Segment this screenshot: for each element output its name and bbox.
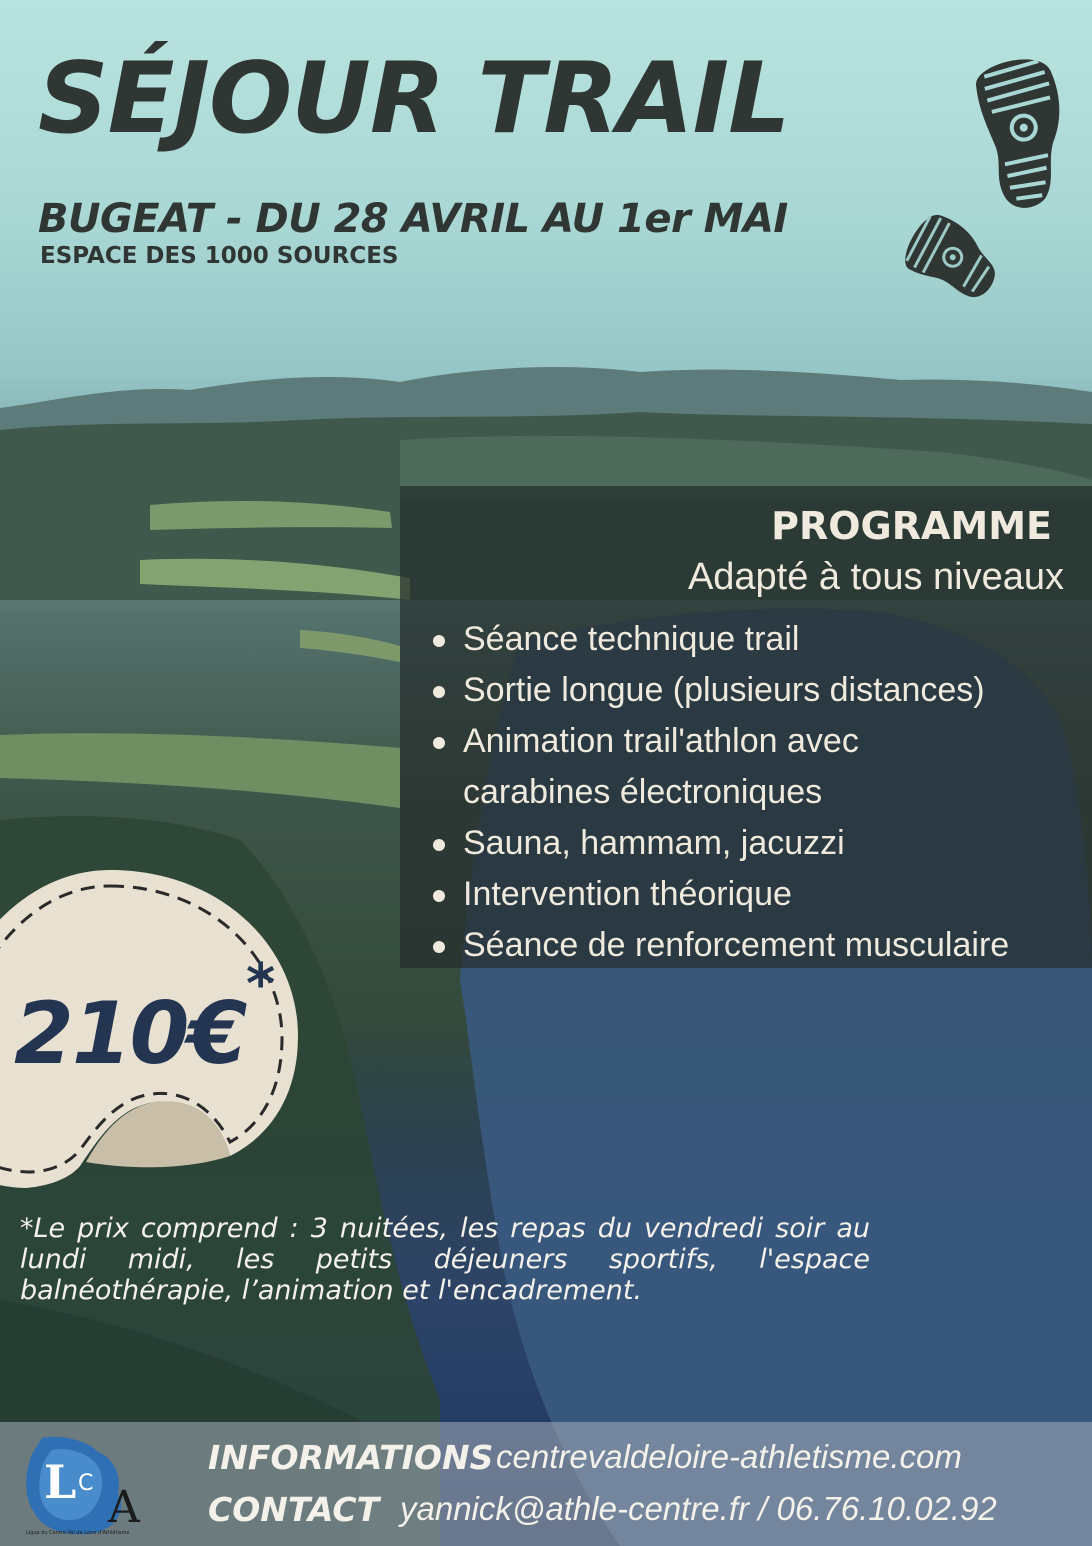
programme-list [430, 614, 1092, 971]
contact-email-phone[interactable]: yannick@athle-centre.fr / 06.76.10.02.92 [400, 1490, 997, 1527]
footer-bar [0, 1422, 1092, 1546]
shoe-print-icon [966, 48, 1078, 210]
list-item: Sauna, hammam, jacuzzi [430, 818, 1092, 869]
contact-label: CONTACT [208, 1490, 380, 1529]
list-item: Intervention théorique [430, 869, 1092, 920]
informations-label: INFORMATIONS [208, 1438, 494, 1477]
logo-caption: Ligue du Centre-Val de Loire d'Athlétisme [26, 1530, 130, 1536]
logo-letter-l: L [44, 1455, 77, 1509]
dates-subtitle: BUGEAT - DU 28 AVRIL AU 1er MAI [38, 196, 788, 242]
logo-letter-c: C [78, 1471, 94, 1496]
programme-panel [400, 486, 1092, 968]
programme-title: PROGRAMME [771, 504, 1052, 548]
price-asterisk: * [246, 952, 276, 1017]
venue-label: ESPACE DES 1000 SOURCES [40, 243, 399, 269]
league-logo [18, 1432, 158, 1540]
page-title: SÉJOUR TRAIL [38, 42, 790, 156]
list-item: Sortie longue (plusieurs distances) [430, 665, 1092, 716]
price-value: 210€ [14, 984, 246, 1084]
shoe-print-icon [904, 208, 996, 308]
logo-letter-a: A [108, 1482, 140, 1533]
list-item: Animation trail'athlon avec carabines électroniques [430, 716, 933, 818]
programme-subtitle: Adapté à tous niveaux [687, 556, 1064, 598]
list-item: Séance de renforcement musculaire [430, 920, 1092, 971]
website-link[interactable]: centrevaldeloire-athletisme.com [496, 1438, 962, 1475]
price-note: *Le prix comprend : 3 nuitées, les repas du vendredi soir au lundi midi, les petits déjeuners sportifs, l'espace balnéothérapie, l’animation et l'encadrement. [20, 1213, 870, 1306]
list-item: Séance technique trail [430, 614, 1092, 665]
